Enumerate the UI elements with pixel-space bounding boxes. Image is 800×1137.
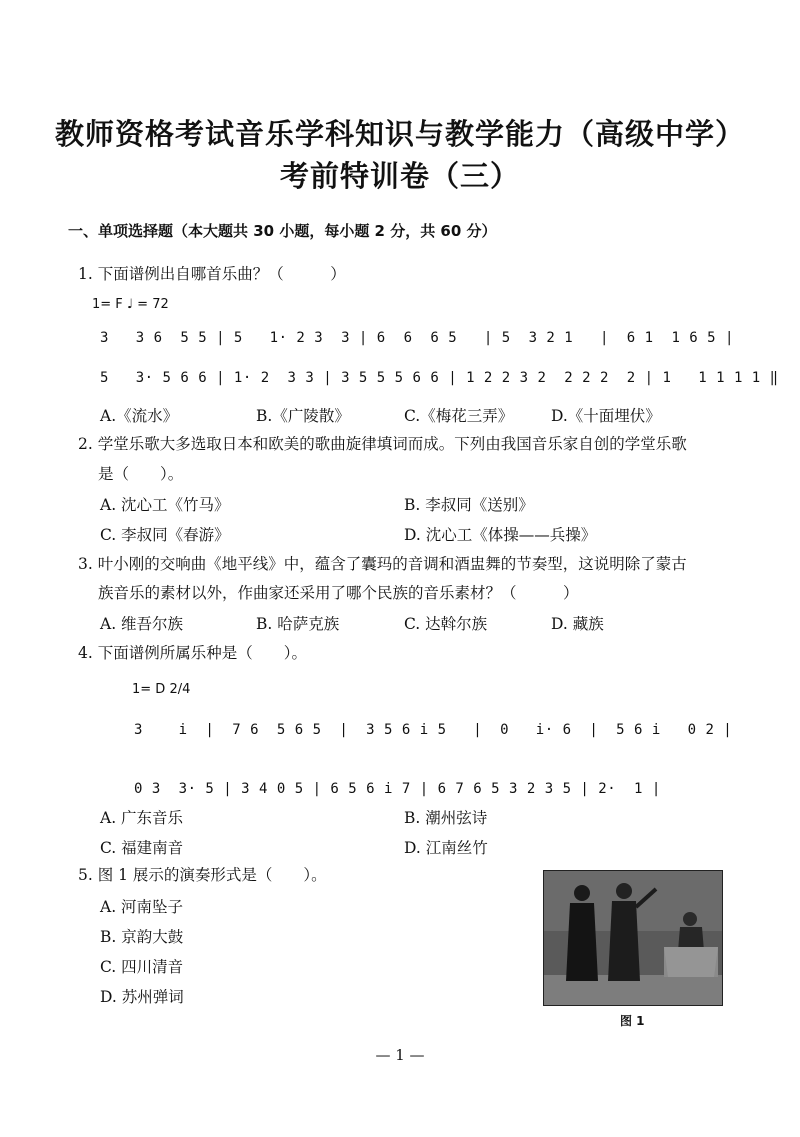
exam-title: 教师资格考试音乐学科知识与教学能力（高级中学） [54, 117, 745, 151]
q1-option-b[interactable]: B.《广陵散》 [256, 407, 350, 425]
q4-score-line1: 3 i | 7 6 5 6 5 | 3 5 6 i 5 | 0 i· 6 | 5 6 i 0 2 | [134, 722, 733, 738]
q5-stem: 5. 图 1 展示的演奏形式是（ ）。 [78, 866, 327, 884]
q4-stem: 4. 下面谱例所属乐种是（ ）。 [78, 644, 307, 662]
q1-option-d[interactable]: D.《十面埋伏》 [551, 407, 661, 425]
q4-option-c[interactable]: C. 福建南音 [100, 839, 184, 857]
q3-option-b[interactable]: B. 哈萨克族 [256, 615, 340, 633]
figure-1-photo [543, 870, 723, 1006]
q1-key-signature: 1= F ♩ = 72 [92, 297, 169, 312]
q1-score-line2: 5 3· 5 6 6 | 1· 2 3 3 | 3 5 5 5 6 6 | 1 2 2 3 2 2 2 2 2 | 1 1 1 1 1 ‖ [100, 370, 779, 386]
q2-option-a[interactable]: A. 沈心工《竹马》 [100, 496, 230, 514]
q2-option-d[interactable]: D. 沈心工《体操——兵操》 [404, 526, 597, 544]
q2-option-b[interactable]: B. 李叔同《送别》 [404, 496, 534, 514]
q4-key-signature: 1= D 2/4 [132, 682, 191, 697]
q4-option-b[interactable]: B. 潮州弦诗 [404, 809, 488, 827]
performers-illustration [544, 871, 722, 1005]
q1-option-c[interactable]: C.《梅花三弄》 [404, 407, 514, 425]
q2-stem-line1: 2. 学堂乐歌大多选取日本和欧美的歌曲旋律填词而成。下列由我国音乐家自创的学堂乐歌 [78, 435, 687, 453]
q3-option-c[interactable]: C. 达斡尔族 [404, 615, 488, 633]
q2-stem-line2: 是（ ）。 [98, 465, 184, 483]
exam-subtitle: 考前特训卷（三） [279, 159, 520, 193]
q3-option-d[interactable]: D. 藏族 [551, 615, 604, 633]
section-heading: 一、单项选择题（本大题共 30 小题，每小题 2 分，共 60 分） [68, 222, 497, 240]
q1-stem: 1. 下面谱例出自哪首乐曲？（ ） [78, 265, 346, 283]
q4-option-a[interactable]: A. 广东音乐 [100, 809, 184, 827]
q5-option-a[interactable]: A. 河南坠子 [100, 898, 184, 916]
q3-stem-line1: 3. 叶小刚的交响曲《地平线》中，蕴含了囊玛的音调和酒盅舞的节奏型，这说明除了蒙古 [78, 555, 687, 573]
q5-option-c[interactable]: C. 四川清音 [100, 958, 184, 976]
q3-option-a[interactable]: A. 维吾尔族 [100, 615, 184, 633]
q3-stem-line2: 族音乐的素材以外，作曲家还采用了哪个民族的音乐素材？（ ） [98, 584, 579, 602]
q1-option-a[interactable]: A.《流水》 [100, 407, 179, 425]
q5-option-b[interactable]: B. 京韵大鼓 [100, 928, 184, 946]
page-number: — 1 — [375, 1046, 425, 1064]
q4-score-line2: 0 3 3· 5 | 3 4 0 5 | 6 5 6 i 7 | 6 7 6 5 3 2 3 5 | 2· 1 | [134, 781, 661, 797]
figure-1-caption: 图 1 [620, 1014, 645, 1028]
q4-option-d[interactable]: D. 江南丝竹 [404, 839, 488, 857]
q1-score-line1: 3 3 6 5 5 | 5 1· 2 3 3 | 6 6 6 5 | 5 3 2 1 | 6 1 1 6 5 | [100, 330, 734, 346]
q5-option-d[interactable]: D. 苏州弹词 [100, 988, 184, 1006]
q2-option-c[interactable]: C. 李叔同《春游》 [100, 526, 230, 544]
